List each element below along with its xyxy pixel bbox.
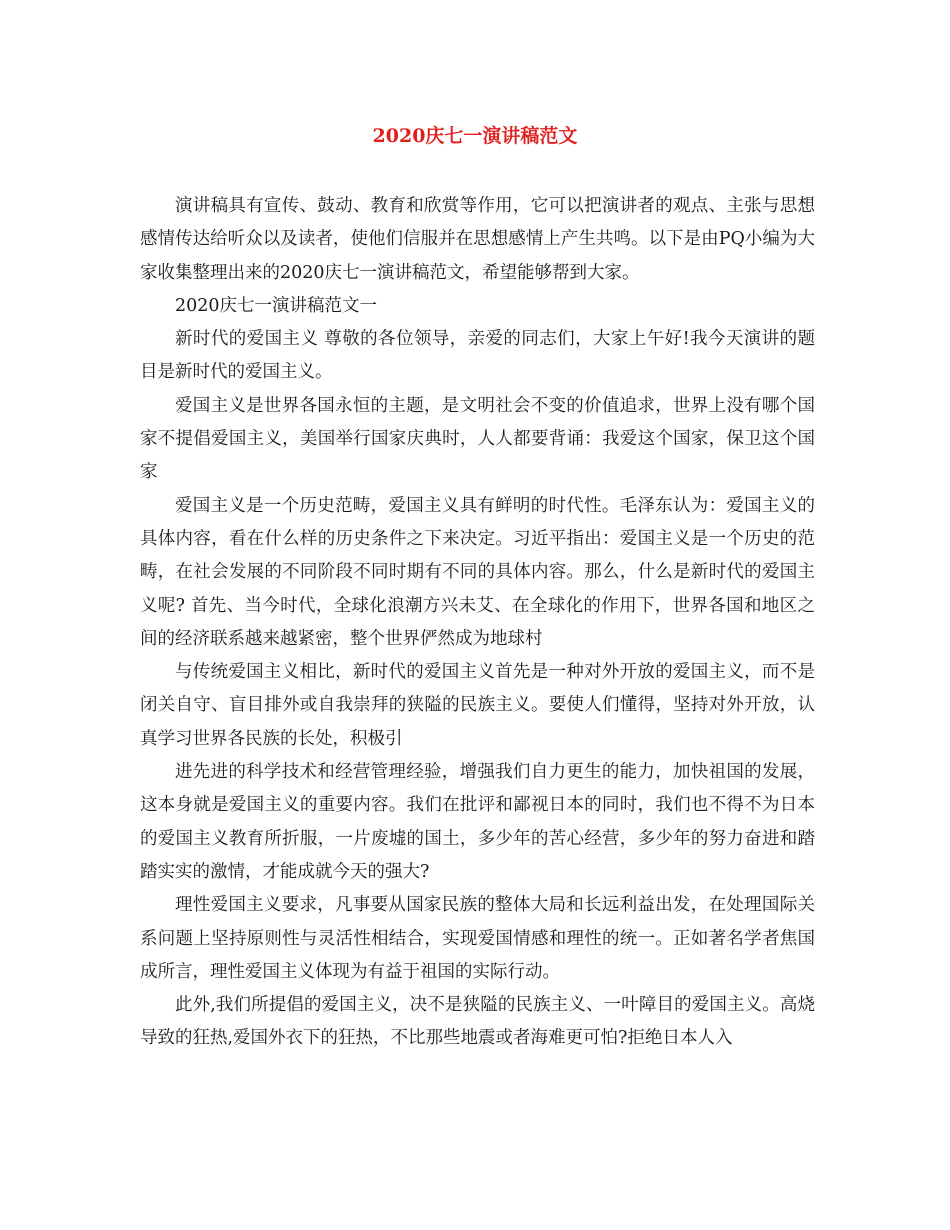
paragraph-5: 进先进的科学技术和经营管理经验，增强我们自力更生的能力，加快祖国的发展，这本身就是爱国主义的重要内容。我们在批评和鄙视日本的同时，我们也不得不为日本的爱国主义教育所折服，一片废墟的国土，多少年的苦心经营，多少年的努力奋进和踏踏实实的激情，才能成就今天的强大? — [140, 762, 815, 882]
document-title: 2020庆七一演讲稿范文 — [372, 125, 578, 147]
paragraph-3: 爱国主义是一个历史范畴，爱国主义具有鲜明的时代性。毛泽东认为：爱国主义的具体内容，看在什么样的历史条件之下来决定。习近平指出：爱国主义是一个历史的范畴，在社会发展的不同阶段不同时期有不同的具体内容。那么，什么是新时代的爱国主义呢? 首先、当今时代，全球化浪潮方兴未艾、在全球化的作用下，世界各国和地区之间的经济联系越来越紧密，整个世界俨然成为地球村 — [140, 495, 815, 649]
paragraph-4: 与传统爱国主义相比，新时代的爱国主义首先是一种对外开放的爱国主义，而不是闭关自守、盲目排外或自我崇拜的狭隘的民族主义。要使人们懂得，坚持对外开放，认真学习世界各民族的长处，积极引 — [140, 662, 815, 749]
document-body — [140, 190, 815, 1056]
paragraph-2: 爱国主义是世界各国永恒的主题，是文明社会不变的价值追求，世界上没有哪个国家不提倡爱国主义，美国举行国家庆典时，人人都要背诵：我爱这个国家，保卫这个国家 — [140, 395, 815, 483]
paragraph-intro: 演讲稿具有宣传、鼓动、教育和欣赏等作用，它可以把演讲者的观点、主张与思想感情传达给听众以及读者，使他们信服并在思想感情上产生共鸣。以下是由PQ小编为大家收集整理出来的2020庆七一演讲稿范文，希望能够帮到大家。 — [140, 196, 815, 283]
paragraph-6: 理性爱国主义要求，凡事要从国家民族的整体大局和长远利益出发，在处理国际关系问题上坚持原则性与灵活性相结合，实现爱国情感和理性的统一。正如著名学者焦国成所言，理性爱国主义体现为有益于祖国的实际行动。 — [140, 895, 815, 982]
section-heading: 2020庆七一演讲稿范文一 — [175, 295, 378, 316]
paragraph-1: 新时代的爱国主义 尊敬的各位领导，亲爱的同志们，大家上午好!我今天演讲的题目是新时代的爱国主义。 — [140, 329, 815, 383]
paragraph-7: 此外,我们所提倡的爱国主义，决不是狭隘的民族主义、一叶障目的爱国主义。高烧导致的狂热,爱国外衣下的狂热，不比那些地震或者海难更可怕?拒绝日本人入 — [140, 995, 815, 1049]
